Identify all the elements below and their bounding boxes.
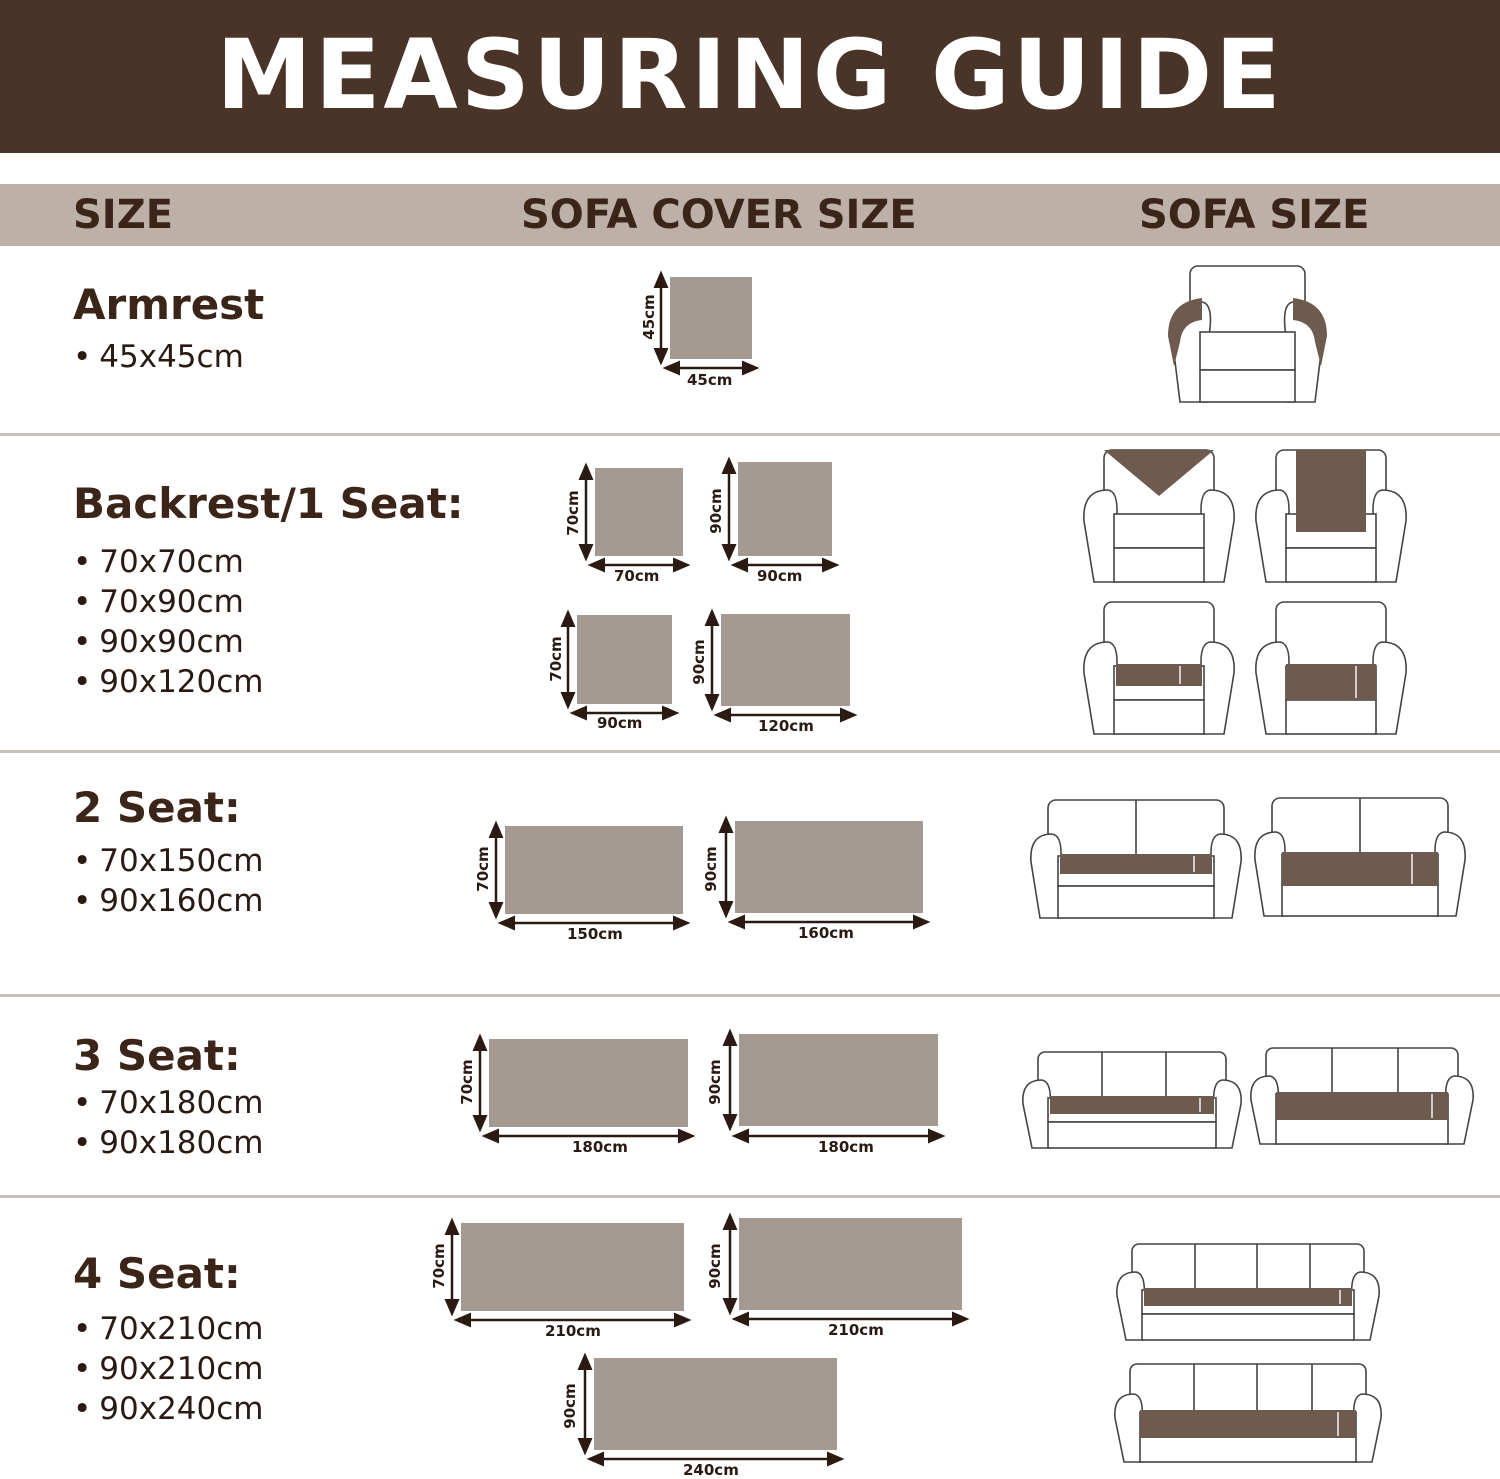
cover-width-label: 90cm bbox=[757, 567, 803, 585]
header-sofa-size: SOFA SIZE bbox=[1139, 192, 1370, 238]
three-seat-90-illustration bbox=[1248, 1044, 1476, 1152]
cover-swatch bbox=[670, 277, 752, 359]
cover-swatch bbox=[739, 1218, 962, 1310]
cover-swatch bbox=[461, 1223, 684, 1311]
cover-width-label: 90cm bbox=[597, 714, 643, 732]
size-list-3-seat bbox=[73, 1083, 264, 1163]
cover-width-label: 120cm bbox=[758, 717, 814, 735]
cover-width-label: 70cm bbox=[614, 567, 660, 585]
row-divider bbox=[0, 750, 1500, 753]
cover-height-label: 70cm bbox=[474, 846, 492, 892]
four-seat-90-illustration bbox=[1112, 1362, 1384, 1468]
column-header-bar bbox=[0, 184, 1500, 246]
cover-width-label: 45cm bbox=[687, 371, 733, 389]
size-item: • 90x90cm bbox=[73, 622, 264, 662]
cover-width-label: 210cm bbox=[828, 1321, 884, 1339]
cover-height-label: 90cm bbox=[702, 846, 720, 892]
cover-swatch bbox=[505, 826, 683, 914]
cover-swatch bbox=[735, 821, 923, 913]
cover-height-label: 70cm bbox=[430, 1243, 448, 1289]
size-item: • 70x90cm bbox=[73, 582, 264, 622]
armchair-backrest-panel-illustration bbox=[1252, 446, 1410, 588]
cover-swatch bbox=[738, 462, 832, 556]
cover-width-label: 180cm bbox=[818, 1138, 874, 1156]
loveseat-70-illustration bbox=[1028, 796, 1244, 926]
cover-height-label: 70cm bbox=[564, 490, 582, 536]
cover-height-label: 70cm bbox=[547, 636, 565, 682]
row-divider bbox=[0, 433, 1500, 436]
armchair-seat-70-illustration bbox=[1080, 598, 1238, 740]
row-divider bbox=[0, 1195, 1500, 1198]
armchair-armrest-cover-illustration bbox=[1160, 262, 1335, 414]
cover-width-label: 180cm bbox=[572, 1138, 628, 1156]
size-item: • 90x240cm bbox=[73, 1389, 264, 1429]
size-item: • 90x160cm bbox=[73, 881, 264, 921]
size-list-4-seat bbox=[73, 1309, 264, 1429]
cover-width-label: 240cm bbox=[683, 1461, 739, 1479]
size-item: • 70x150cm bbox=[73, 841, 264, 881]
title-banner bbox=[0, 0, 1500, 153]
page-title: MEASURING GUIDE bbox=[216, 18, 1284, 131]
size-item: • 70x70cm bbox=[73, 542, 264, 582]
section-name-4-seat: 4 Seat: bbox=[73, 1249, 241, 1298]
section-name-backrest-1-seat: Backrest/1 Seat: bbox=[73, 479, 464, 528]
armchair-backrest-triangle-illustration bbox=[1080, 446, 1238, 588]
cover-height-label: 90cm bbox=[690, 639, 708, 685]
cover-height-label: 90cm bbox=[706, 1059, 724, 1105]
cover-height-label: 90cm bbox=[706, 1243, 724, 1289]
cover-width-label: 210cm bbox=[545, 1322, 601, 1340]
three-seat-70-illustration bbox=[1020, 1048, 1244, 1156]
cover-height-label: 90cm bbox=[561, 1383, 579, 1429]
armchair-seat-90-illustration bbox=[1252, 598, 1410, 740]
size-item: • 90x210cm bbox=[73, 1349, 264, 1389]
size-item: • 90x120cm bbox=[73, 662, 264, 702]
section-name-2-seat: 2 Seat: bbox=[73, 783, 241, 832]
cover-swatch bbox=[577, 615, 672, 704]
cover-swatch bbox=[721, 614, 850, 706]
four-seat-70-illustration bbox=[1114, 1242, 1382, 1346]
header-size: SIZE bbox=[73, 192, 174, 238]
size-item: • 45x45cm bbox=[73, 337, 244, 377]
cover-swatch bbox=[489, 1039, 688, 1127]
size-list-2-seat bbox=[73, 841, 264, 921]
loveseat-90-illustration bbox=[1252, 794, 1468, 924]
cover-height-label: 70cm bbox=[458, 1059, 476, 1105]
size-list-armrest bbox=[73, 337, 244, 377]
row-divider bbox=[0, 994, 1500, 997]
size-list-backrest bbox=[73, 542, 264, 702]
cover-width-label: 160cm bbox=[798, 924, 854, 942]
section-name-armrest: Armrest bbox=[73, 280, 265, 329]
cover-swatch bbox=[594, 1358, 837, 1450]
size-item: • 70x180cm bbox=[73, 1083, 264, 1123]
cover-swatch bbox=[739, 1034, 938, 1126]
cover-swatch bbox=[595, 468, 683, 556]
size-item: • 90x180cm bbox=[73, 1123, 264, 1163]
size-item: • 70x210cm bbox=[73, 1309, 264, 1349]
section-name-3-seat: 3 Seat: bbox=[73, 1031, 241, 1080]
cover-width-label: 150cm bbox=[567, 925, 623, 943]
header-cover-size: SOFA COVER SIZE bbox=[521, 192, 917, 238]
cover-height-label: 45cm bbox=[640, 294, 658, 340]
cover-height-label: 90cm bbox=[707, 488, 725, 534]
